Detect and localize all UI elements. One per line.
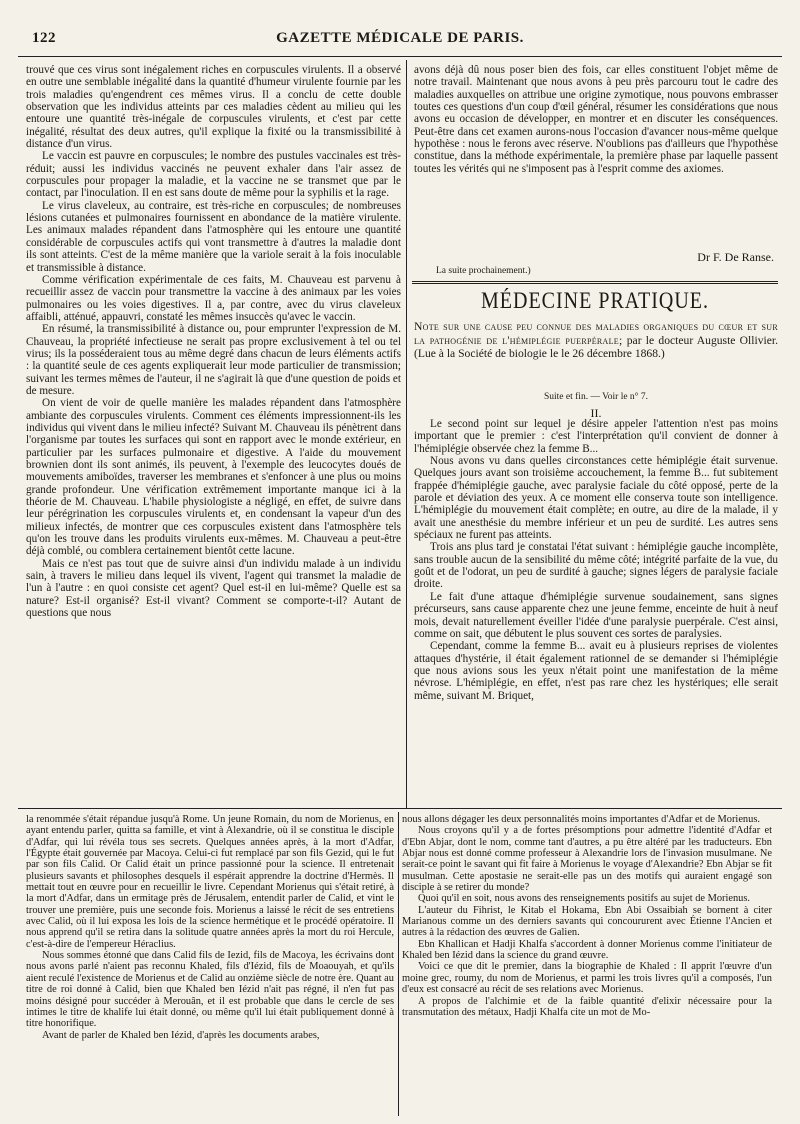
suite-et-fin-note: Suite et fin. — Voir le n° 7.	[544, 392, 648, 402]
paragraph: Nous sommes étonné que dans Calid fils de Iezid, fils de Macoya, les écrivains dont nous avons parlé n'aient pas reconnu Khaled, fils d'Iézid, fils de Moaouyah, et qu'ils aient reculé l'existence de Morienus et de Calid au onzième siècle de notre ère. Quant au titre de roi donné à Calid, bien que Khaled ben Iézid n'ait pas régné, il n'en fut pas moins désigné pour succéder à Merouân, et il est probable que dans le cercle de ses intimes le titre de khalife lui était donné, ou même qu'il lui était publiquement donné à titre honorifique.	[26, 950, 394, 1030]
header-rule	[18, 56, 782, 57]
paragraph: A propos de l'alchimie et de la faible quantité d'elixir nécessaire pour la transmutation des métaux, Hadji Khalfa cite un mot de Mo-	[402, 995, 772, 1018]
continuation-note: La suite prochainement.)	[436, 266, 531, 276]
paragraph: Nous avons vu dans quelles circonstances cette hémiplégie était survenue. Quelques jours avant son troisième accouchement, la femme B... fut subitement frappée d'hémiplégie gauche, avec paralysie faciale du côté opposé, perte de la parole et déviation des yeux. A ce moment elle conserva toute son intelligence. L'hémiplégie du mouvement était complète; en outre, au dire de la malade, il y avait une anesthésie du membre inférieur et un peu de surdité. Les autres sens spéciaux ne furent pas atteints.	[414, 455, 778, 542]
article-heading	[414, 320, 778, 361]
part-number: II.	[590, 406, 602, 420]
paragraph: Ebn Khallican et Hadji Khalfa s'accordent à donner Morienus comme l'initiateur de Khaled ben Iézid dans la science du grand œuvre.	[402, 938, 772, 962]
paragraph: Nous croyons qu'il y a de fortes présomptions pour admettre l'identité d'Adfar et d'Ebn Abjar, dont le nom, comme tant d'autres, a pu être altéré par les traducteurs. Ebn Abjar nous est donné comme professeur à Alexandrie lors de l'invasion musulmane. Ne serait-ce point le savant qui fit faire à Morienus le voyage d'Alexandrie? Ebn Abjar se fit musulman. Cette apostasie ne serait-elle pas un des motifs qui auraient engagé son disciple à se retirer du monde?	[402, 825, 772, 894]
paragraph: En résumé, la transmissibilité à distance ou, pour emprunter l'expression de M. Chauveau, la propriété infectieuse ne serait pas propre exclusivement à tel ou tel virus; ils la posséderaient tous au même degré dans chacun de leurs éléments actifs : la quantité seule de ces agents expliquerait leur mode particulier de transmission; suivant les termes mêmes de l'auteur, il ne s'agirait là que d'une question de poids et de mesure.	[26, 323, 401, 397]
column-divider-top	[406, 60, 407, 808]
feuilleton-rule	[18, 808, 782, 809]
section-rule	[412, 281, 778, 284]
article-heading-rest: par le docteur Auguste Ollivier. (Lue à la Société de biologie le le 26 décembre 1868.)	[414, 333, 778, 360]
article-heading-lead: Note sur une cause peu connue des maladies organiques du cœur et sur la pathogénie de l'hémiplégie puerpérale;	[414, 320, 778, 347]
paragraph: Voici ce que dit le premier, dans la biographie de Khaled : Il apprit l'œuvre d'un moine grec, roumy, du nom de Morienus, et parmi les trois livres qu'il a composés, l'un d'eux est consacré au récit de ses relations avec Morienus.	[402, 961, 772, 996]
running-head	[22, 30, 778, 52]
article-left-column	[26, 64, 401, 804]
paragraph: trouvé que ces virus sont inégalement riches en corpuscules virulents. Il a observé en outre une semblable inégalité dans la quantité d'humeur virulente fournie par les trois maladies qu'engendrent ces mêmes virus. Il a conclu de cette double observation que les individus atteints par ces maladies cèdent au milieu qui les entoure une quantité très-inégale de corpuscules virulents, et c'est par cette inégalité, résultat des deux autres, qu'il explique la fixité ou la transmissibilité à distance d'un virus.	[26, 64, 401, 151]
paragraph: Le fait d'une attaque d'hémiplégie survenue soudainement, sans signes précurseurs, sans cause apparente chez une jeune femme, enceinte de huit à neuf mois, devait naturellement éveiller l'idée d'une paralysie puerpérale. C'est ainsi, comme on sait, que débutent le plus souvent ces sortes de paralysies.	[414, 590, 778, 640]
author-signature: Dr F. De Ranse.	[697, 250, 774, 264]
paragraph: Le second point sur lequel je désire appeler l'attention n'est pas moins important que le premier : c'est l'interprétation qu'il convient de donner à l'hémiplégie observée chez la femme B...	[414, 418, 778, 455]
paragraph: Avant de parler de Khaled ben Iézid, d'après les documents arabes,	[42, 1029, 320, 1041]
journal-title: GAZETTE MÉDICALE DE PARIS.	[276, 30, 524, 46]
feuilleton-right-column	[402, 814, 772, 1114]
paragraph: Quoi qu'il en soit, nous avons des renseignements positifs au sujet de Morienus.	[418, 893, 751, 905]
paragraph: nous allons dégager les deux personnalités moins importantes d'Adfar et de Morienus.	[402, 814, 760, 825]
column-divider-bottom	[398, 812, 399, 1116]
paragraph: Cependant, comme la femme B... avait eu à plusieurs reprises de violentes attaques d'hystérie, il était également rationnel de se demander si l'hémiplégie que nous avions sous les yeux n'était point une manifestation de la même névrose. L'hémiplégie, en effet, n'est pas rare chez les hystériques; elle serait même, suivant M. Briquet,	[414, 640, 778, 702]
paragraph: Trois ans plus tard je constatai l'état suivant : hémiplégie gauche incomplète, sans trouble aucun de la sensibilité du même côté; intégrité parfaite de la vue, du goût et de l'odorat, un peu de surdité à gauche; signes légers de paralysie faciale droite.	[414, 541, 778, 591]
paragraph: Le virus claveleux, au contraire, est très-riche en corpuscules; de nombreuses lésions cutanées et pulmonaires fournissent en abondance de la matière virulente. Les animaux malades répandent dans l'atmosphère qui les entoure une quantité considérable de corpuscules actifs qui vont transmettre à d'autres la maladie dont ils sont atteints. C'est de la même manière que la variole serait à la fois inoculable et transmissible à distance.	[26, 199, 401, 274]
paragraph: Le vaccin est pauvre en corpuscules; le nombre des pustules vaccinales est très-réduit; aussi les individus vaccinés ne peuvent exhaler dans l'air assez de corpuscules pour propager la maladie, et la vaccine ne se transmet que par le contact, par l'inoculation. Il en est sans doute de même pour la syphilis et la rage.	[26, 150, 401, 200]
article-right-column-continuation	[414, 64, 778, 249]
paragraph: avons déjà dû nous poser bien des fois, car elles constituent l'objet même de notre travail. Maintenant que nous avons à peu près parcouru tout le cadre des maladies auxquelles on attribue une origine zymotique, nous pouvons embrasser toutes ces questions d'un coup d'œil général, résumer les considérations que nous avons eu occasion de développer, en montrer et en discuter les conséquences. Peut-être dans cet examen aurons-nous l'occasion d'avancer nous-même quelque hypothèse : nous le ferons avec réserve. N'oublions pas d'ailleurs que l'hypothèse constitue, dans la méthode expérimentale, la première phase par laquelle passent toutes les vérités qui ne s'imposent pas à l'esprit comme des axiomes.	[414, 64, 778, 175]
paragraph: Comme vérification expérimentale de ces faits, M. Chauveau est parvenu à recueillir assez de vaccin pour transmettre la vaccine à des animaux par les voies pulmonaires ou les voies digestives. Il a, par contre, avec du virus claveleux affaibli, atténué, appauvri, constaté les mêmes insuccès qu'avec le vaccin.	[26, 273, 401, 323]
paragraph: Mais ce n'est pas tout que de suivre ainsi d'un individu malade à un individu sain, à travers le milieu dans lequel ils vivent, l'agent qui transmet la maladie de l'un à l'autre : en quoi consiste cet agent? Quel est-il en lui-même? Quelle est sa nature? Est-il organisé? Est-il vivant? Comment se comporte-t-il? Autant de questions que nous	[26, 557, 401, 620]
feuilleton-left-column	[26, 814, 394, 1114]
paragraph: la renommée s'était répandue jusqu'à Rome. Un jeune Romain, du nom de Morienus, en ayant entendu parler, quitta sa famille, et vint à Alexandrie, où il se constitua le disciple d'Adfar, qui lui révéla tous ses secrets. Quelques années après, à la mort d'Adfar, l'Égypte était gouvernée par Macoya. Celui-ci fut remplacé par son fils Gezid, qui le fut par son fils Calid. Or Calid était un prince passionné pour la science. Il entretenait plusieurs savants et philosophes desquels il espérait apprendre la doctrine d'Hermès. Il mettait tout en œuvre pour en recueillir le livre. Cependant Morienus qui s'était retiré, à la mort d'Adfar, dans un ermitage près de Jérusalem, entendit parler de Calid, et vint le trouver une première, puis une seconde fois. Morienus a laissé le récit de ses entretiens avec Calid, où il lui exposa les lois de la science hermétique et le procédé opératoire. Il nous apprend qu'il se retira dans la solitude quatre années après la mort du roi Hercule, c'est-à-dire de l'empereur Héraclius.	[26, 814, 394, 950]
paragraph: On vient de voir de quelle manière les malades répandent dans l'atmosphère ambiante des corpuscules virulents. Comment ces éléments impressionnent-ils les individus qui vivent dans le milieu infecté? Suivant M. Chauveau ils pénètrent dans l'organisme par toutes les surfaces qui sont en rapport avec le monde extérieur, en particulier par les surfaces pulmonaire et digestive. A l'aide du mouvement brownien dont ils sont animés, ils peuvent, à l'exemple des leucocytes doués de mouvements amiboïdes, traverser les membranes et s'enfoncer à une plus ou moins grande profondeur. Une vérification extrêmement importante manque ici à la théorie de M. Chauveau. L'habile physiologiste a négligé, en effet, de suivre dans leur pérégrination les corpuscules virulents et, en condensant la vapeur d'un des milieux infectés, de montrer que ces corpuscules existent dans l'atmosphère tels qu'on les trouve dans les produits virulents eux-mêmes. M. Chauveau a peut-être déjà comblé, ou comblera certainement bientôt cette lacune.	[26, 397, 401, 558]
paragraph: L'auteur du Fihrist, le Kitab el Hokama, Ebn Abi Ossaibiah se bornent à citer Marianous comme un des derniers savants qui concoururent avec Étienne l'Ancien et autres à la rédaction des œuvres de Galien.	[402, 904, 772, 939]
medecine-pratique-column	[414, 418, 778, 806]
section-title: MÉDECINE PRATIQUE.	[481, 288, 709, 314]
page-number: 122	[32, 30, 56, 46]
